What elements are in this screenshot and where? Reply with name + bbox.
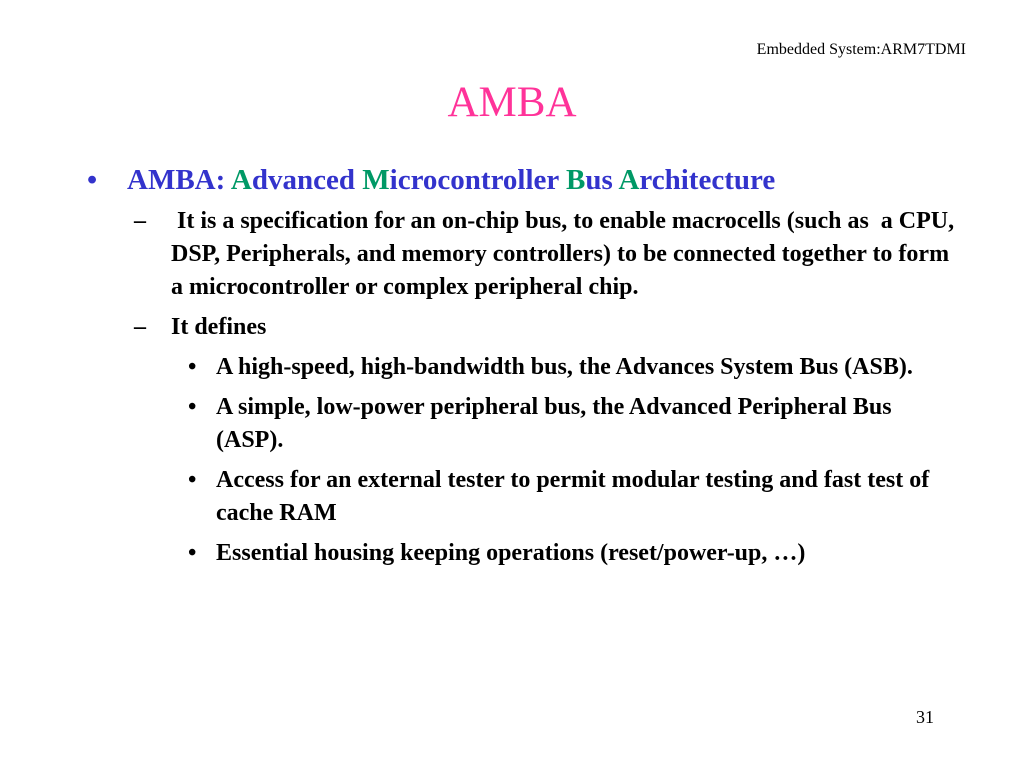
page-number: 31 — [916, 707, 934, 727]
sub-bullet-specification — [134, 205, 961, 304]
slide-title: AMBA — [447, 79, 577, 126]
word-bus: us — [585, 164, 619, 196]
initial-bus: B — [566, 164, 586, 196]
word-microcontroller: icrocontroller — [389, 164, 567, 196]
sub-bullet-defines — [134, 311, 957, 344]
bullet-marker: • — [188, 354, 197, 380]
defines-item-text: Access for an external tester to permit modular testing and fast test of cache RAM — [216, 467, 930, 526]
word-architecture: rchitecture — [639, 164, 776, 196]
initial-microcontroller: M — [362, 164, 390, 196]
initial-architecture: A — [618, 164, 640, 196]
sub-bullet-text: It defines — [171, 314, 267, 340]
main-bullet — [87, 162, 957, 198]
dash-marker: – — [134, 314, 146, 340]
defines-item-text: Essential housing keeping operations (reset/power-up, …) — [216, 540, 806, 566]
defines-item — [184, 391, 957, 457]
defines-item — [184, 464, 957, 530]
initial-advanced: A — [230, 164, 252, 196]
main-bullet-text — [127, 162, 957, 198]
bullet-marker: • — [188, 394, 197, 420]
bullet-marker: • — [188, 467, 197, 493]
word-advanced: dvanced — [251, 164, 363, 196]
header-note: Embedded System:ARM7TDMI — [756, 41, 966, 58]
defines-item — [184, 351, 957, 384]
sub-bullet-text: It is a specification for an on-chip bus, to enable macrocells (such as a CPU, DSP, Peripherals, and memory controllers) to be connected together to form a microcontroller or complex peripheral chip. — [171, 208, 961, 300]
dash-marker: – — [134, 208, 146, 234]
bullet-marker: • — [188, 540, 197, 566]
slide-content — [87, 162, 961, 570]
main-bullet-prefix: AMBA: — [127, 164, 231, 196]
defines-item-text: A simple, low-power peripheral bus, the Advanced Peripheral Bus (ASP). — [216, 394, 892, 453]
defines-item — [184, 537, 957, 570]
bullet-marker: • — [87, 164, 98, 196]
defines-item-text: A high-speed, high-bandwidth bus, the Advances System Bus (ASB). — [216, 354, 913, 380]
